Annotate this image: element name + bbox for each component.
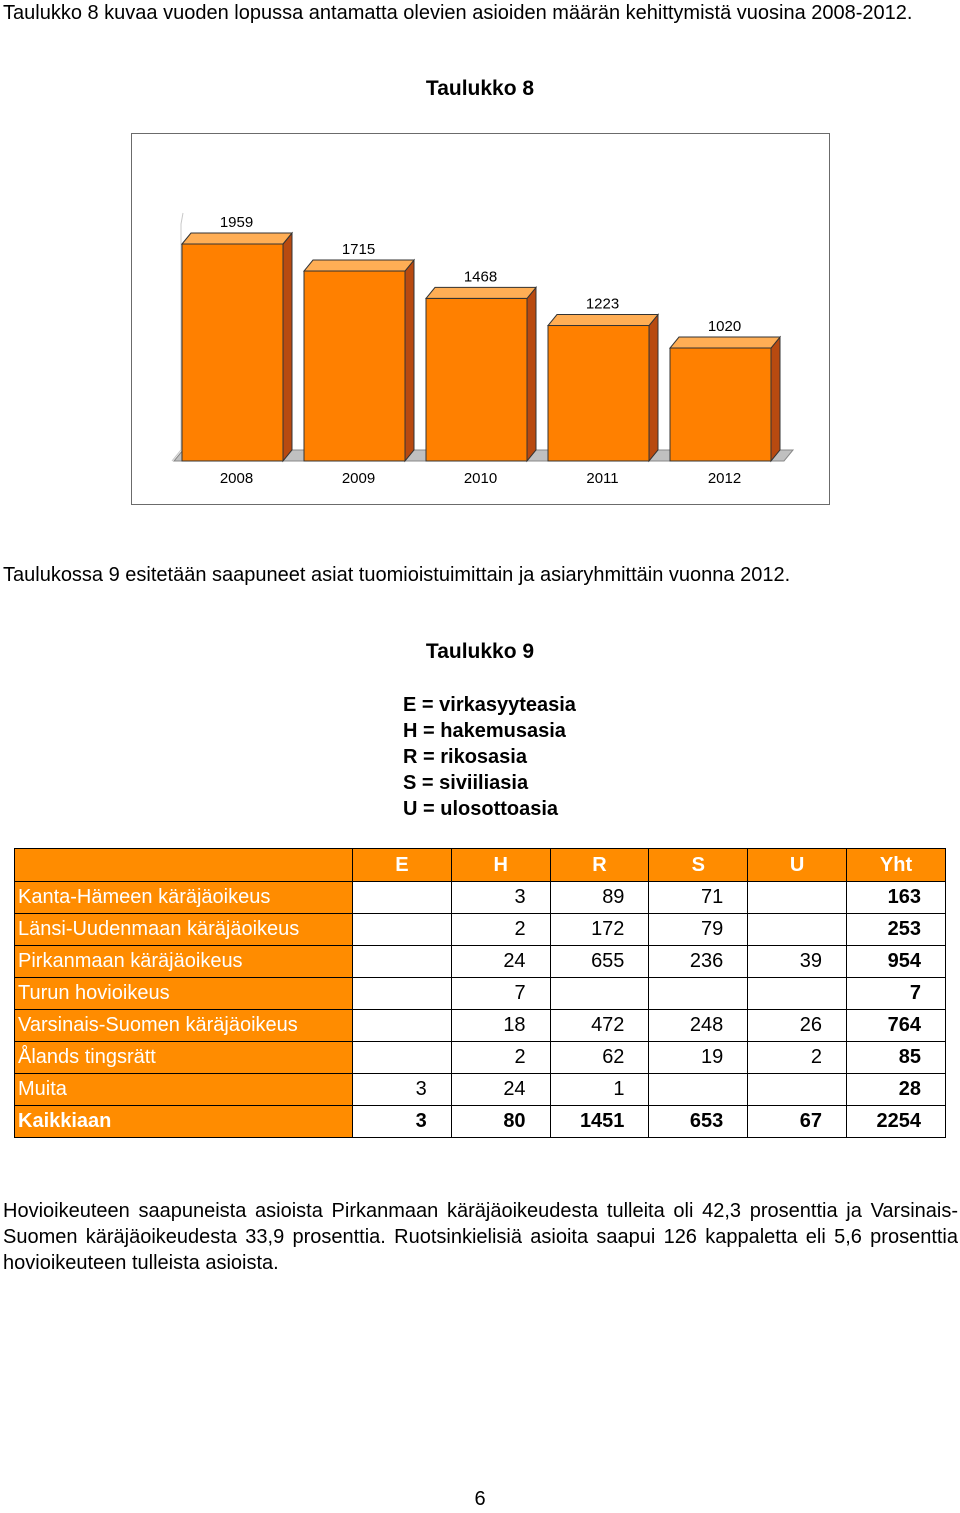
cell-s: 248 bbox=[649, 1010, 748, 1042]
data-label: 1020 bbox=[707, 318, 742, 336]
cell-u: 67 bbox=[748, 1106, 847, 1138]
bar-side bbox=[283, 233, 292, 461]
cell-s: 236 bbox=[649, 946, 748, 978]
bar-top bbox=[182, 233, 292, 244]
cell-h: 3 bbox=[451, 882, 550, 914]
closing-paragraph: Hovioikeuteen saapuneista asioista Pirkanmaan käräjäoikeudesta tulleita oli 42,3 prosenttia ja Varsinais-Suomen käräjäoikeudesta 33,9 prosenttia. Ruotsinkielisiä asioita saapui 126 kappaletta eli 5,6 prosenttia hovioikeuteen tulleista asioista. bbox=[3, 1200, 958, 1274]
cell-r: 1451 bbox=[550, 1106, 649, 1138]
tick-label: 2009 bbox=[341, 470, 376, 487]
cell-e bbox=[353, 946, 452, 978]
bar bbox=[548, 326, 649, 461]
bar bbox=[670, 348, 771, 461]
cell-e bbox=[353, 882, 452, 914]
cell-u: 39 bbox=[748, 946, 847, 978]
table-row bbox=[15, 1042, 946, 1074]
cell-u: 26 bbox=[748, 1010, 847, 1042]
table-row bbox=[15, 1074, 946, 1106]
legend-item-h: H = hakemusasia bbox=[403, 720, 566, 742]
cell-s: 71 bbox=[649, 882, 748, 914]
tick-label: 2011 bbox=[586, 470, 619, 487]
bar-side bbox=[771, 337, 780, 461]
table-row bbox=[15, 946, 946, 978]
header-r: R bbox=[550, 849, 649, 882]
page-number: 6 bbox=[474, 1488, 486, 1510]
intro-paragraph: Taulukko 8 kuvaa vuoden lopussa antamatta olevien asioiden määrän kehittymistä vuosina 2008-2012. bbox=[3, 2, 913, 24]
cell-r: 62 bbox=[550, 1042, 649, 1074]
cell-u: 2 bbox=[748, 1042, 847, 1074]
bar-top bbox=[548, 315, 658, 326]
bar-side bbox=[405, 260, 414, 461]
data-label: 1959 bbox=[219, 214, 254, 231]
cell-h: 2 bbox=[451, 914, 550, 946]
legend-item-e: E = virkasyyteasia bbox=[403, 694, 576, 716]
cell-r bbox=[550, 978, 649, 1010]
row-label: Länsi-Uudenmaan käräjäoikeus bbox=[15, 914, 353, 946]
bar-top bbox=[670, 337, 780, 348]
table-row bbox=[15, 978, 946, 1010]
cell-s: 653 bbox=[649, 1106, 748, 1138]
data-label: 1223 bbox=[585, 295, 620, 313]
cell-h: 2 bbox=[451, 1042, 550, 1074]
section9-paragraph: Taulukossa 9 esitetään saapuneet asiat tuomioistuimittain ja asiaryhmittäin vuonna 2012. bbox=[3, 564, 791, 586]
row-label: Muita bbox=[15, 1074, 353, 1106]
cell-h: 24 bbox=[451, 946, 550, 978]
row-label: Kaikkiaan bbox=[15, 1106, 353, 1138]
cell-yht: 7 bbox=[847, 978, 946, 1010]
row-label: Turun hovioikeus bbox=[15, 978, 353, 1010]
table9-legend bbox=[403, 692, 576, 822]
table-total-row bbox=[15, 1106, 946, 1138]
cell-r: 89 bbox=[550, 882, 649, 914]
chart8-title: Taulukko 8 bbox=[425, 77, 535, 100]
cell-s: 19 bbox=[649, 1042, 748, 1074]
bar-top bbox=[426, 287, 536, 298]
legend-item-r: R = rikosasia bbox=[403, 746, 527, 768]
cell-r: 172 bbox=[550, 914, 649, 946]
cell-u bbox=[748, 1074, 847, 1106]
cell-yht: 163 bbox=[847, 882, 946, 914]
cell-s: 79 bbox=[649, 914, 748, 946]
row-label: Varsinais-Suomen käräjäoikeus bbox=[15, 1010, 353, 1042]
cell-s bbox=[649, 978, 748, 1010]
table9-title: Taulukko 9 bbox=[425, 640, 535, 663]
cell-e: 3 bbox=[353, 1074, 452, 1106]
table-row bbox=[15, 914, 946, 946]
cell-e bbox=[353, 1042, 452, 1074]
row-label: Ålands tingsrätt bbox=[15, 1042, 353, 1074]
cell-yht: 2254 bbox=[847, 1106, 946, 1138]
header-yht: Yht bbox=[847, 849, 946, 882]
tick-label: 2012 bbox=[707, 470, 742, 487]
cell-u bbox=[748, 914, 847, 946]
header-u: U bbox=[748, 849, 847, 882]
cell-yht: 253 bbox=[847, 914, 946, 946]
cell-h: 18 bbox=[451, 1010, 550, 1042]
bar-side bbox=[527, 287, 536, 461]
bar bbox=[304, 271, 405, 461]
cell-yht: 85 bbox=[847, 1042, 946, 1074]
row-label: Pirkanmaan käräjäoikeus bbox=[15, 946, 353, 978]
cell-yht: 28 bbox=[847, 1074, 946, 1106]
table-header-row bbox=[15, 849, 946, 882]
cell-s bbox=[649, 1074, 748, 1106]
data-label: 1468 bbox=[463, 268, 498, 286]
chart-wall bbox=[172, 213, 183, 461]
cell-e bbox=[353, 914, 452, 946]
cell-r: 1 bbox=[550, 1074, 649, 1106]
table-row bbox=[15, 882, 946, 914]
cell-r: 472 bbox=[550, 1010, 649, 1042]
tick-label: 2008 bbox=[219, 470, 254, 487]
table9-body bbox=[15, 882, 946, 1138]
cell-yht: 954 bbox=[847, 946, 946, 978]
bar bbox=[426, 298, 527, 461]
header-s: S bbox=[649, 849, 748, 882]
cell-yht: 764 bbox=[847, 1010, 946, 1042]
bar-side bbox=[649, 315, 658, 461]
row-label: Kanta-Hämeen käräjäoikeus bbox=[15, 882, 353, 914]
cell-h: 24 bbox=[451, 1074, 550, 1106]
cell-e bbox=[353, 978, 452, 1010]
cell-h: 80 bbox=[451, 1106, 550, 1138]
cell-r: 655 bbox=[550, 946, 649, 978]
header-e: E bbox=[353, 849, 452, 882]
header-h: H bbox=[451, 849, 550, 882]
bar bbox=[182, 244, 283, 461]
chart8-svg bbox=[132, 134, 829, 504]
cell-u bbox=[748, 882, 847, 914]
legend-item-u: U = ulosottoasia bbox=[403, 798, 559, 820]
data-label: 1715 bbox=[341, 241, 376, 259]
header-empty-cell bbox=[15, 849, 353, 882]
cell-u bbox=[748, 978, 847, 1010]
chart8-frame bbox=[131, 133, 830, 505]
cell-h: 7 bbox=[451, 978, 550, 1010]
cell-e bbox=[353, 1010, 452, 1042]
tick-label: 2010 bbox=[463, 470, 498, 487]
bar-top bbox=[304, 260, 414, 271]
cell-e: 3 bbox=[353, 1106, 452, 1138]
table9 bbox=[14, 848, 946, 1138]
legend-item-s: S = siviiliasia bbox=[403, 772, 529, 794]
table-row bbox=[15, 1010, 946, 1042]
